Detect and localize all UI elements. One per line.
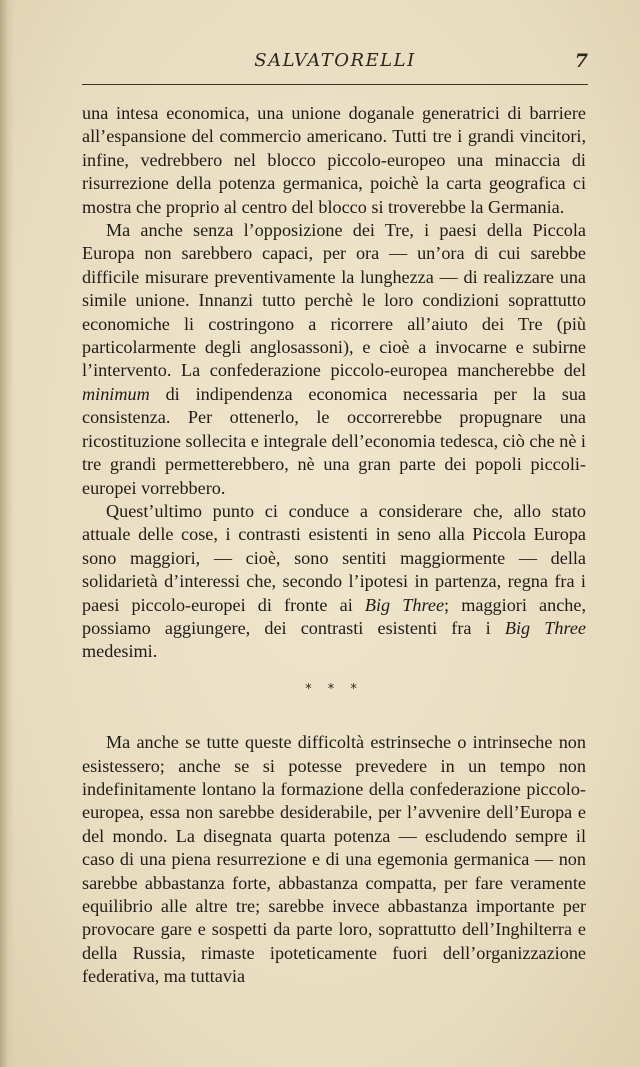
text-run: Quest’ultimo punto ci conduce a considerare che, allo stato attuale delle cose, i contrasti esistenti in seno alla Piccola Europa sono maggiori, — cioè, sono sentiti maggiormente — della solidarietà d’interessi che, secondo l’ipotesi in partenza, regna fra i paesi piccolo-europei di fronte ai — [82, 500, 586, 615]
text-run: ; maggiori anche, possiamo aggiungere, dei contrasti esistenti fra i — [82, 594, 586, 638]
header-rule — [82, 84, 588, 85]
text-run: medesimi. — [82, 641, 158, 662]
italic-text-run: Big Three — [504, 617, 586, 638]
paragraph-4 — [82, 731, 586, 988]
section-break: * * * — [305, 681, 363, 697]
paragraph-2 — [82, 219, 586, 500]
page-number: 7 — [574, 50, 588, 72]
paragraph-1 — [82, 102, 586, 219]
running-title: SALVATORELLI — [254, 50, 416, 71]
text-run: di indipendenza economica necessaria per la sua consistenza. Per ottenerlo, le occorrerebbe propugnare una ricostituzione sollecita e integrale dell’economia tedesca, ciò che nè i tre grandi permetterebbero, nè una gran parte dei popoli piccoli-europei vorrebbero. — [82, 383, 586, 498]
text-run: una intesa economica, una unione doganale generatrici di barriere all’espansione del commercio americano. Tutti tre i grandi vincitori, infine, vedrebbero nel blocco piccolo-europeo una minaccia di risurrezione della potenza germanica, poichè la carta geografica ci mostra che proprio al centro del blocco si troverebbe la Germania. — [82, 103, 586, 217]
text-run: Ma anche senza l’opposizione dei Tre, i paesi della Piccola Europa non sarebbero capaci, per ora — un’ora di cui sarebbe difficile misurare preventivamente la lunghezza — di realizzare una simile unione. Innanzi tutto perchè le loro condizioni soprattutto economiche li costringono a ricorrere all’aiuto dei Tre (più particolarmente degli anglosassoni), e cioè a invocarne e subirne l’intervento. La confederazione piccolo-europea mancherebbe del — [82, 220, 586, 381]
spine-shadow — [0, 0, 14, 1067]
page-header — [82, 50, 588, 80]
italic-text-run: minimum — [82, 383, 150, 404]
italic-text-run: Big Three — [364, 594, 445, 615]
paragraph-3 — [82, 500, 586, 664]
text-run: Ma anche se tutte queste difficoltà estrinseche o intrinseche non esistessero; anche se si potesse prevedere in un tempo non indefinitamente lontano la formazione della confederazione piccolo-europea, essa non sarebbe desiderabile, per l’avvenire dell’Europa e del mondo. La disegnata quarta potenza — escludendo sempre il caso di una piena resurrezione e di una egemonia germanica — non sarebbe abbastanza forte, abbastanza compatta, per fare veramente equilibrio alle altre tre; sarebbe invece abbastanza importante per provocare gare e sospetti da parte loro, soprattutto dell’Inghilterra e della Russia, rimaste ipoteticamente fuori dell’organizzazione federativa, ma tuttavia — [82, 732, 586, 987]
body-text — [82, 102, 586, 989]
